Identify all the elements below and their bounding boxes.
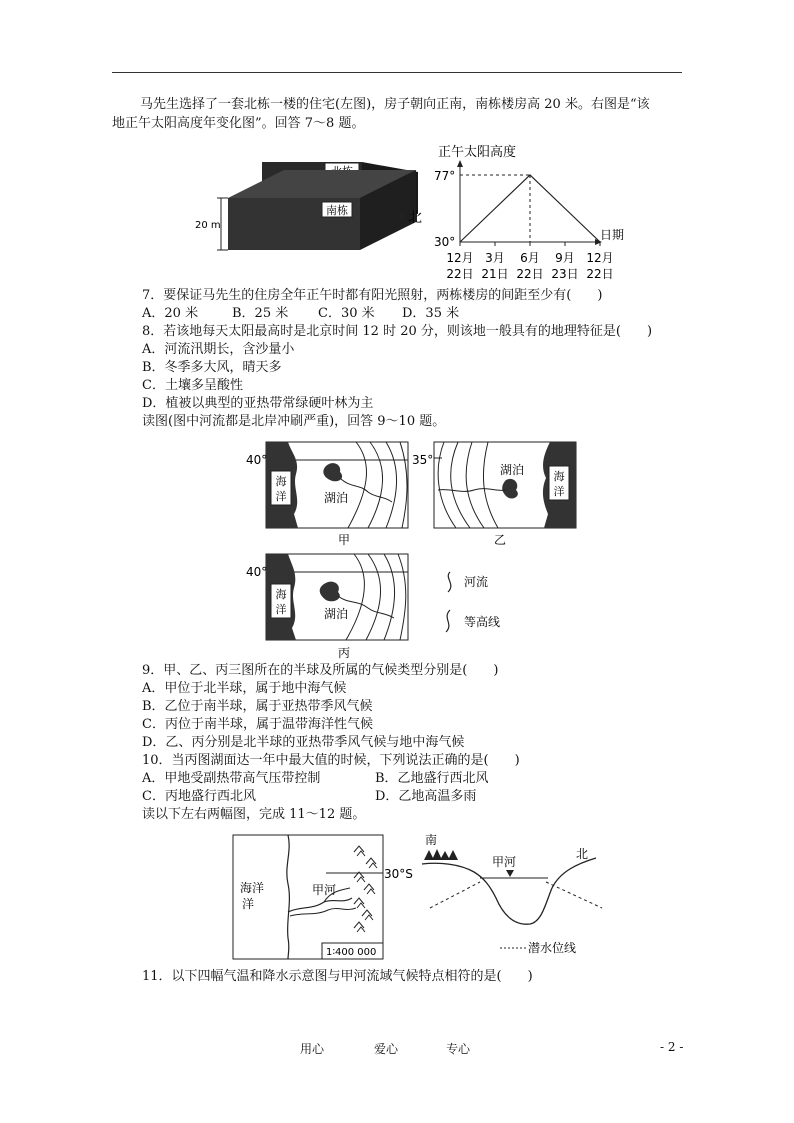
q7-option-d: D．35 米 — [402, 306, 460, 321]
legend-water-table: 潜水位线 — [528, 941, 577, 955]
header-rule — [112, 72, 682, 73]
q10-option-c: C．丙地盛行西北风 — [142, 789, 256, 804]
q8-option-d: D．植被以典型的亚热带常绿硬叶林为主 — [142, 396, 374, 411]
date-day-0: 22日 — [446, 267, 474, 281]
yi-sea-label-2: 洋 — [553, 485, 565, 498]
footer-text-3: 专心 — [446, 1042, 471, 1056]
figure-three-maps — [244, 438, 584, 660]
q10-option-a: A．甲地受副热带高气压带控制 — [142, 771, 321, 786]
question-9: 9．甲、乙、丙三图所在的半球及所属的气候类型分别是( ) — [142, 663, 499, 678]
question-10: 10．当丙图湖面达一年中最大值的时候，下列说法正确的是( ) — [142, 753, 520, 768]
q10-option-d: D．乙地高温多雨 — [375, 789, 477, 804]
map-yi — [412, 442, 576, 547]
y-tick-77: 77° — [434, 169, 456, 183]
date-month-3: 9月 — [555, 251, 575, 265]
map-yi-label: 乙 — [494, 533, 507, 547]
date-day-3: 23日 — [551, 267, 579, 281]
tree-icons — [424, 849, 458, 860]
river-legend-icon — [448, 572, 451, 592]
bing-sea-label-1: 海 — [275, 588, 287, 601]
intro-text-2: 读图(图中河流都是北岸冲刷严重)，回答 9～10 题。 — [142, 414, 446, 429]
x-axis-label: 日期 — [600, 228, 625, 242]
q9-option-b: B．乙位于南半球，属于亚热带季风气候 — [142, 699, 373, 714]
map-scale: 1∶400 000 — [326, 947, 377, 958]
jia-sea-label-2: 洋 — [275, 490, 287, 503]
contour-legend-icon — [446, 610, 450, 632]
date-month-0: 12月 — [446, 251, 474, 265]
q7-option-a: A．20 米 — [142, 306, 199, 321]
q8-option-a: A．河流汛期长，含沙量小 — [142, 342, 295, 357]
q8-option-c: C．土壤多呈酸性 — [142, 378, 243, 393]
river-marker-icon — [506, 870, 514, 877]
intro-text-3: 读以下左右两幅图，完成 11～12 题。 — [142, 807, 366, 822]
section-north-label: 北 — [576, 847, 589, 861]
section-south-label: 南 — [425, 833, 438, 847]
river-map — [233, 835, 413, 959]
footer-text-2: 爱心 — [374, 1042, 399, 1056]
y-tick-30: 30° — [434, 235, 456, 249]
yi-lake-label: 湖泊 — [500, 463, 525, 477]
map-sea-label-2: 洋 — [242, 897, 255, 911]
yi-sea-label-1: 海 — [553, 470, 565, 483]
question-8: 8．若该地每天太阳最高时是北京时间 12 时 20 分，则该地一般具有的地理特征是( ) — [142, 324, 653, 339]
q8-option-b: B．冬季多大风，晴天多 — [142, 360, 282, 375]
date-day-1: 21日 — [481, 267, 509, 281]
solar-chart-plot — [460, 175, 600, 246]
q7-option-b: B．25 米 — [232, 306, 289, 321]
height-label: 20 m — [195, 220, 221, 231]
figure-river-map-section — [230, 830, 610, 965]
south-building-label: 南栋 — [326, 204, 348, 217]
q9-option-c: C．丙位于南半球，属于温带海洋性气候 — [142, 717, 373, 732]
yi-lat-35: 35° — [412, 453, 434, 467]
lat-30s: 30°S — [384, 867, 413, 881]
date-labels — [446, 251, 613, 281]
legend-contour: 等高线 — [464, 615, 501, 629]
map-bing — [246, 554, 408, 660]
page-number: - 2 - — [660, 1040, 684, 1054]
legend-river: 河流 — [464, 575, 489, 589]
map-jia — [246, 442, 408, 547]
map-bing-label: 丙 — [338, 646, 351, 660]
q7-option-c: C．30 米 — [318, 306, 375, 321]
q10-option-b: B．乙地盛行西北风 — [375, 771, 489, 786]
date-day-2: 22日 — [516, 267, 544, 281]
intro-text-1b: 地正午太阳高度年变化图”。回答 7～8 题。 — [112, 116, 365, 131]
jia-lat-40: 40° — [246, 453, 268, 467]
north-arrow-label: 北 — [408, 210, 422, 226]
intro-text-1: 马先生选择了一套北栋一楼的住宅(左图)，房子朝向正南，南栋楼房高 20 米。右图是“该 — [140, 97, 650, 112]
river-cross-section — [422, 832, 602, 955]
map-legend — [446, 572, 500, 632]
map-jia-label: 甲 — [338, 533, 351, 547]
bing-lat-40: 40° — [246, 565, 268, 579]
figure-buildings-solar — [190, 140, 630, 285]
date-month-4: 12月 — [586, 251, 614, 265]
date-month-2: 6月 — [520, 251, 540, 265]
jia-lake-label: 湖泊 — [324, 491, 349, 505]
bing-sea-label-2: 洋 — [275, 603, 287, 616]
section-river-label: 甲河 — [492, 855, 517, 869]
question-7: 7．要保证马先生的住房全年正午时都有阳光照射，两栋楼房的间距至少有( ) — [142, 288, 603, 303]
question-11: 11．以下四幅气温和降水示意图与甲河流域气候特点相符的是( ) — [142, 969, 533, 984]
footer-text-1: 用心 — [300, 1042, 325, 1056]
date-month-1: 3月 — [485, 251, 505, 265]
map-river-label: 甲河 — [312, 883, 337, 897]
q9-option-d: D．乙、丙分别是北半球的亚热带季风气候与地中海气候 — [142, 735, 465, 750]
map-sea-label: 海洋 — [240, 881, 265, 895]
chart-title: 正午太阳高度 — [438, 145, 517, 160]
date-day-4: 22日 — [586, 267, 614, 281]
bing-lake-label: 湖泊 — [324, 607, 349, 621]
q9-option-a: A．甲位于北半球，属于地中海气候 — [142, 681, 347, 696]
jia-sea-label-1: 海 — [275, 475, 287, 488]
